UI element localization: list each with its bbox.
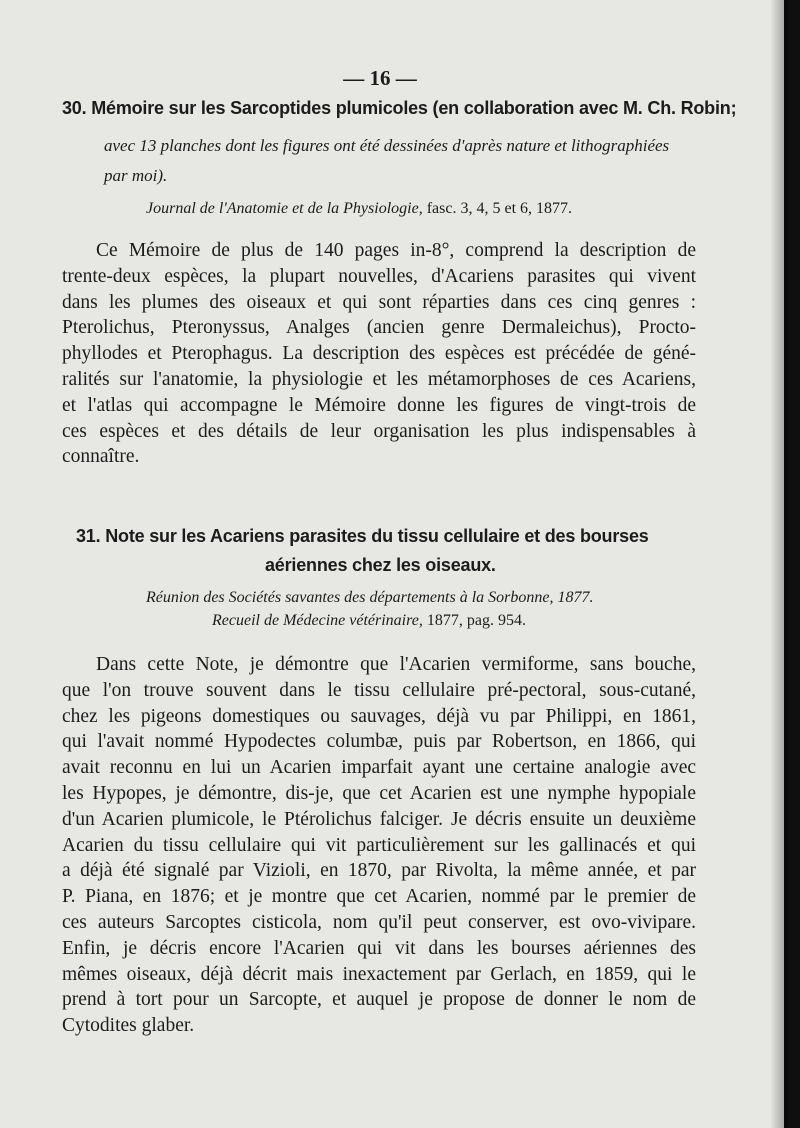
body-line: trente-deux espèces, la plupart nouvelles, d'Acariens parasites qui vivent <box>62 265 696 287</box>
body-line: a déjà été signalé par Vizioli, en 1870, par Rivolta, la même année, et par <box>62 860 696 882</box>
body-line: et l'atlas qui accompagne le Mémoire donne les figures de vingt-trois de <box>62 394 696 416</box>
entry-31-source-2-details: 1877, pag. 954. <box>422 612 526 629</box>
body-line: Cytodites glaber. <box>62 1015 195 1037</box>
body-line: Acarien du tissu cellulaire qui vit particulièrement sur les gallinacés et qui <box>62 834 696 856</box>
body-line: Ce Mémoire de plus de 140 pages in-8°, comprend la description de <box>96 240 696 261</box>
entry-31-source-2-journal: Recueil de Médecine vétérinaire, <box>212 612 423 629</box>
entry-30-subtitle-line-1: avec 13 planches dont les figures ont été dessinées d'après nature et lithographiées <box>104 136 670 155</box>
body-line: Dans cette Note, je démontre que l'Acarien vermiforme, sans bouche, <box>96 654 696 675</box>
body-line: que l'on trouve souvent dans le tissu cellulaire pré-pectoral, sous-cutané, <box>62 679 696 701</box>
entry-30-subtitle-line-2: par moi). <box>104 166 168 185</box>
entry-31-source-2 <box>212 612 526 630</box>
page-number: — 16 — <box>343 66 417 90</box>
body-line: connaître. <box>62 446 140 468</box>
body-line: Enfin, je décris encore l'Acarien qui vit dans les bourses aériennes des <box>62 937 696 959</box>
entry-31-title-line-2: aériennes chez les oiseaux. <box>265 555 496 575</box>
body-line: ralités sur l'anatomie, la physiologie et les métamorphoses de ces Acariens, <box>62 368 696 390</box>
entry-30-source-details: fasc. 3, 4, 5 et 6, 1877. <box>422 200 573 217</box>
entry-30-source-journal: Journal de l'Anatomie et de la Physiologie, <box>146 200 423 217</box>
body-line: prend à tort pour un Sarcopte, et auquel je propose de donner le nom de <box>62 989 696 1011</box>
body-line: mêmes oiseaux, déjà décrit mais inexactement par Gerlach, en 1859, qui le <box>62 963 696 985</box>
body-line: ces auteurs Sarcoptes cisticola, nom qu'il peut conserver, est ovo-vivipare. <box>62 911 696 933</box>
entry-30-source <box>146 200 572 218</box>
body-line: Pterolichus, Pteronyssus, Analges (ancien genre Dermaleichus), Procto- <box>62 317 696 339</box>
entry-31-source-1: Réunion des Sociétés savantes des départements à la Sorbonne, 1877. <box>146 589 594 606</box>
body-line: ces espèces et des détails de leur organisation les plus indispensables à <box>62 420 696 442</box>
body-line: les Hypopes, je démontre, dis-je, que cet Acarien est une nymphe hypopiale <box>62 782 696 804</box>
body-line: d'un Acarien plumicole, le Ptérolichus falciger. Je décris ensuite un deuxième <box>62 808 696 830</box>
body-line: P. Piana, en 1876; et je montre que cet Acarien, nommé par le premier de <box>62 886 696 908</box>
body-line: phyllodes et Pterophagus. La description des espèces est précédée de géné- <box>62 343 696 365</box>
body-line: qui l'avait nommé Hypodectes columbæ, puis par Robertson, en 1866, qui <box>62 731 696 753</box>
entry-31-title-line-1: 31. Note sur les Acariens parasites du tissu cellulaire et des bourses <box>76 526 649 546</box>
page-edge-shadow <box>770 0 788 1128</box>
body-line: dans les plumes des oiseaux et qui sont réparties dans ces cinq genres : <box>62 291 696 313</box>
entry-30-title: 30. Mémoire sur les Sarcoptides plumicoles (en collaboration avec M. Ch. Robin; <box>62 98 737 118</box>
entry-30-body <box>62 238 696 470</box>
entry-31-body <box>62 652 696 1039</box>
body-line: chez les pigeons domestiques ou sauvages, déjà vu par Philippi, en 1861, <box>62 705 696 727</box>
body-line: avait reconnu en lui un Acarien imparfait ayant une certaine analogie avec <box>62 757 696 779</box>
